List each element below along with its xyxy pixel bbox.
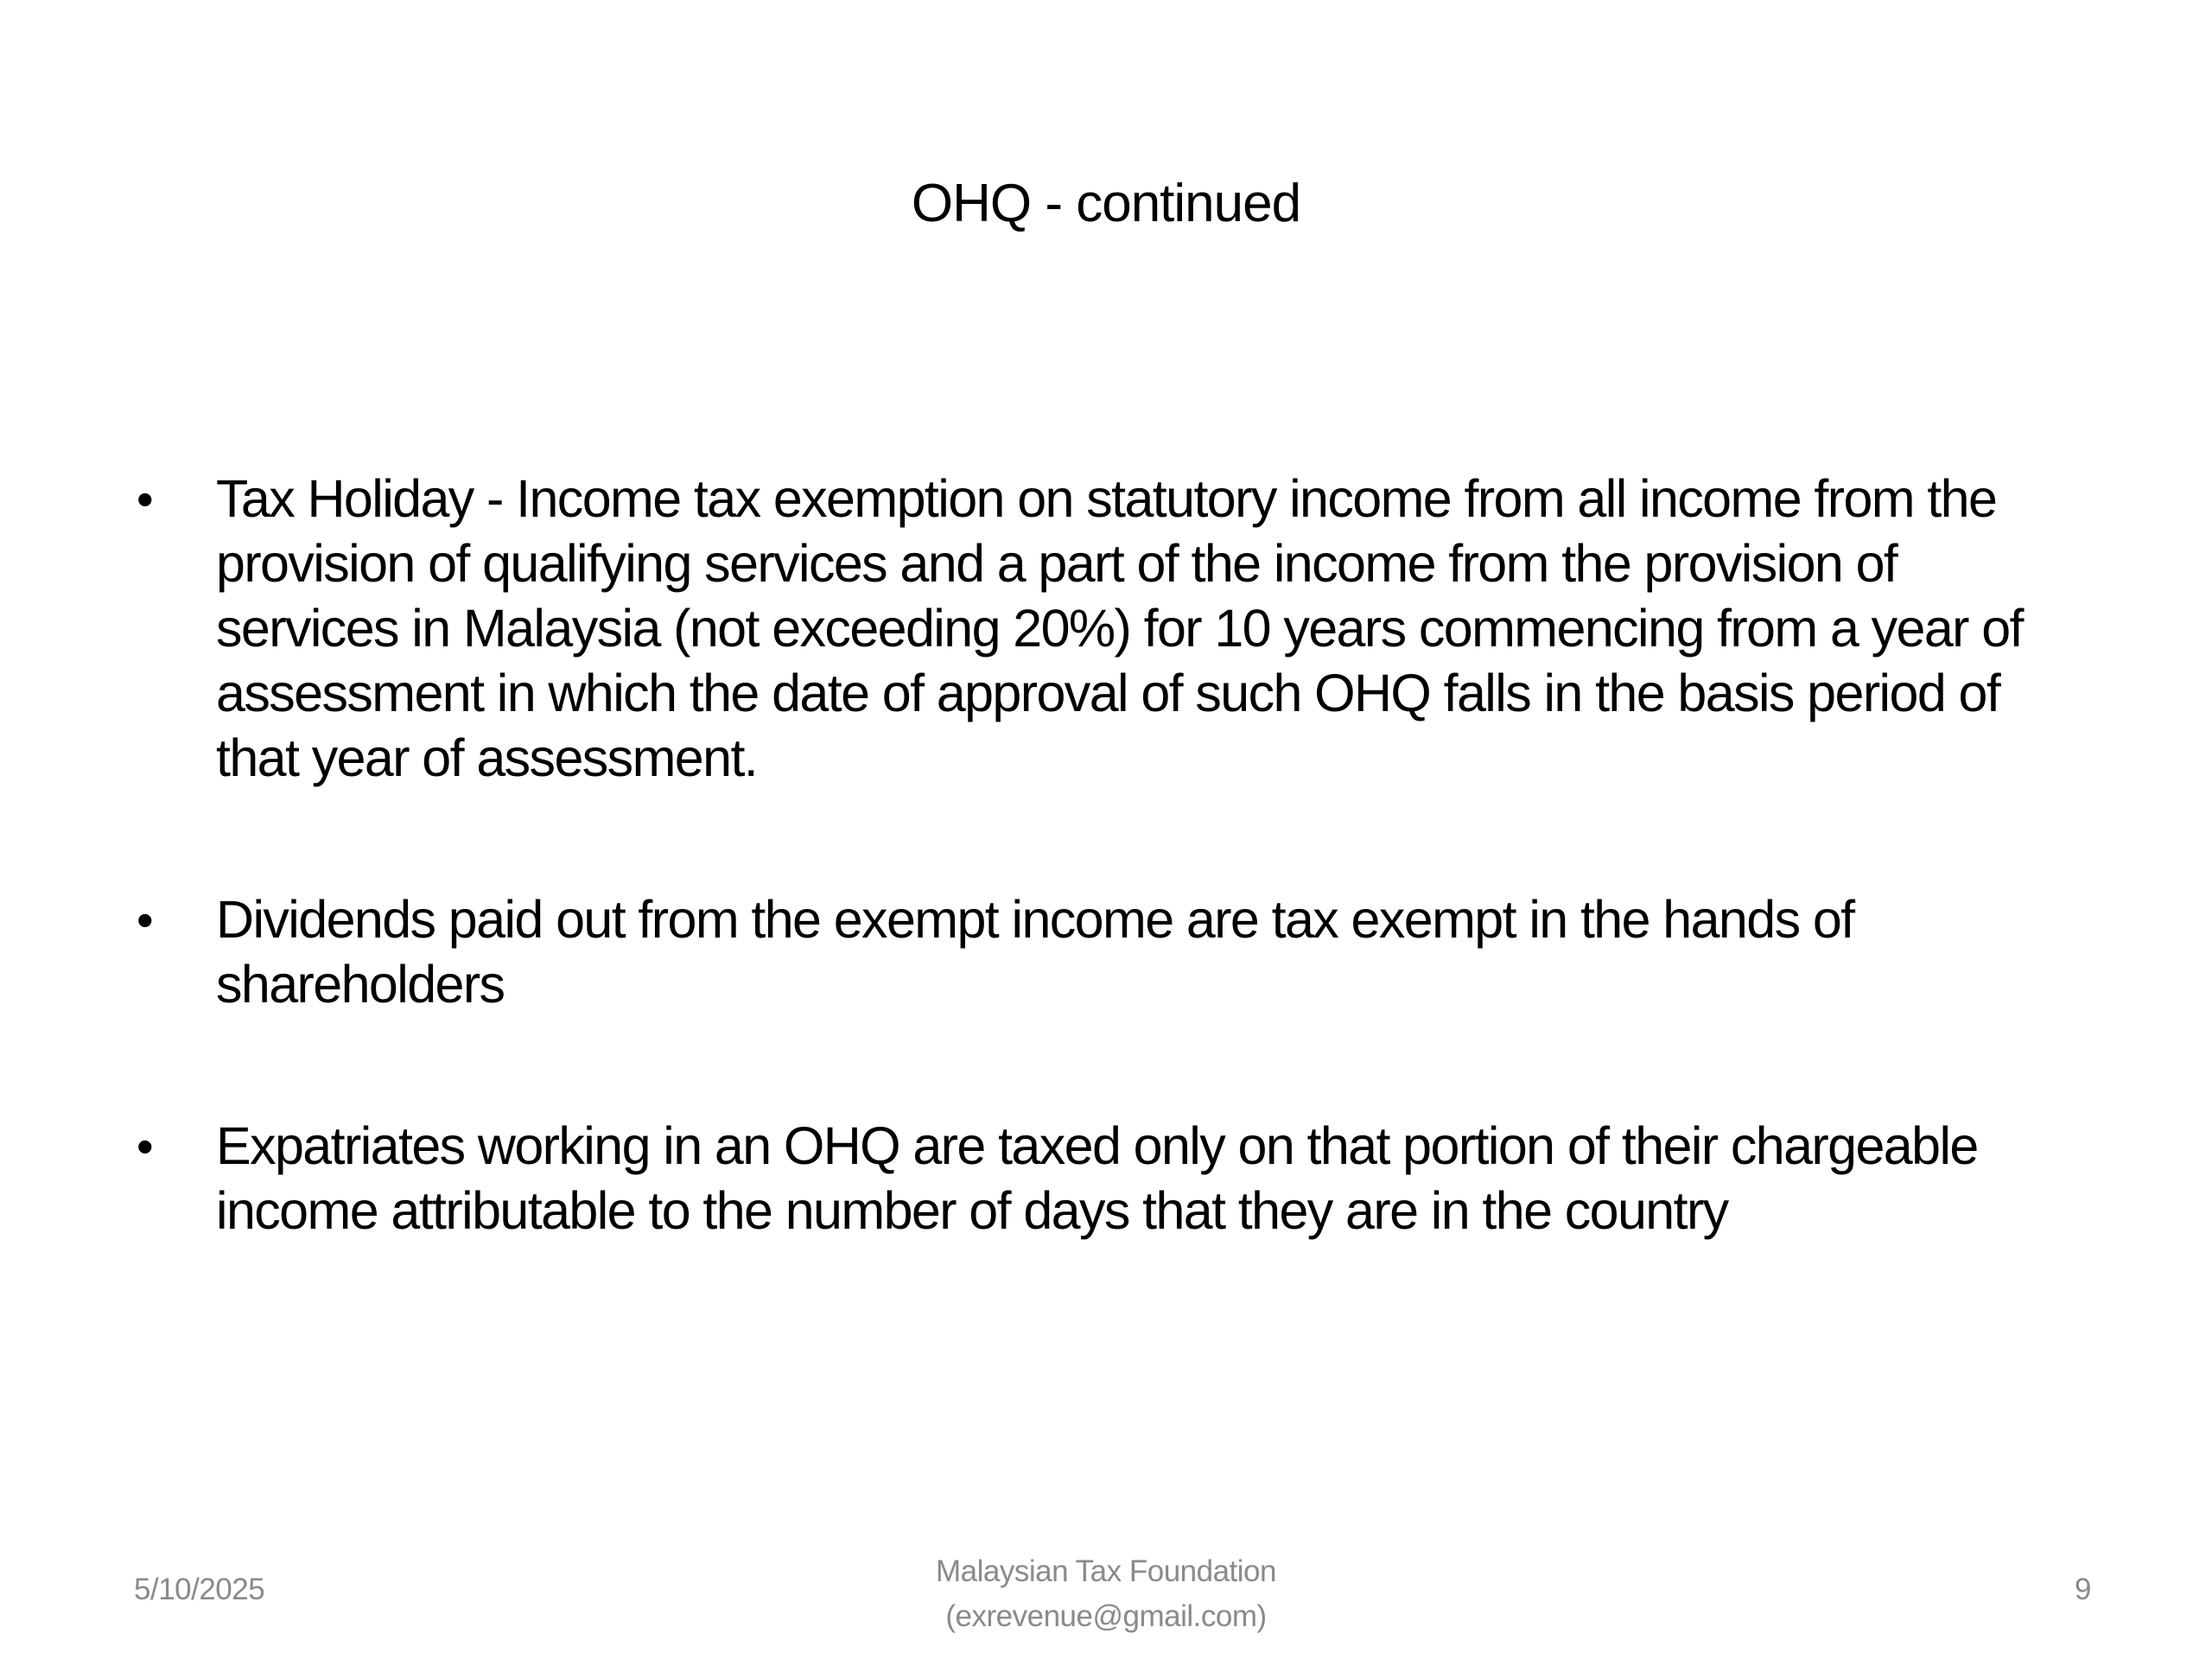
bullet-text: Dividends paid out from the exempt income are tax exempt in the hands of shareholders: [216, 890, 1854, 1014]
bullet-icon: •: [137, 1119, 153, 1173]
bullet-text: Expatriates working in an OHQ are taxed only on that portion of their chargeable income attributable to the number of days that they are in the country: [216, 1116, 1978, 1240]
bullet-list: [130, 467, 2074, 1340]
bullet-icon: •: [137, 472, 153, 526]
bullet-item: [130, 1114, 2074, 1243]
bullet-icon: •: [137, 893, 153, 947]
bullet-text: Tax Holiday - Income tax exemption on statutory income from all income from the provision of qualifying services and a part of the income from the provision of services in Malaysia (not exceeding 20%) for 10 years commencing from a year of assessment in which the date of approval of such OHQ falls in the basis period of that year of assessment.: [216, 469, 2023, 787]
footer-org-email: (exrevenue@gmail.com): [945, 1599, 1267, 1633]
footer-organization: [847, 1549, 1365, 1639]
slide-number: 9: [2075, 1573, 2091, 1606]
bullet-item: [130, 467, 2074, 791]
slide-title: OHQ - continued: [911, 174, 1301, 233]
footer-org-name: Malaysian Tax Foundation: [936, 1554, 1276, 1588]
footer-date: 5/10/2025: [134, 1573, 265, 1606]
bullet-item: [130, 887, 2074, 1017]
